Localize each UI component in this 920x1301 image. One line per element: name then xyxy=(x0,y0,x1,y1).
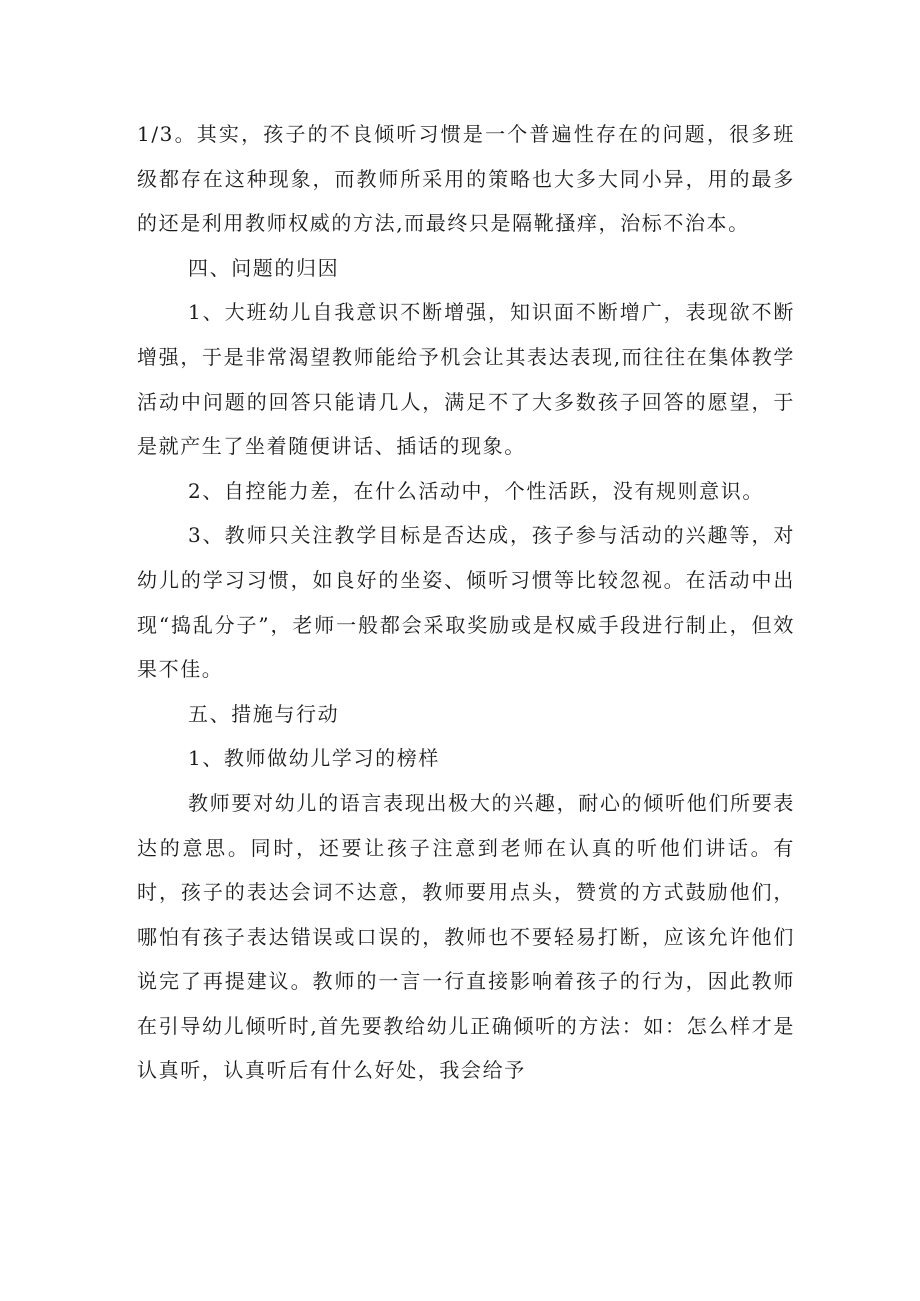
body-paragraph: 3、教师只关注教学目标是否达成，孩子参与活动的兴趣等，对幼儿的学习习惯，如良好的坐姿、倾听习惯等比较忽视。在活动中出现“捣乱分子”，老师一般都会采取奖励或是权威手段进行制止，但效果不佳。 xyxy=(137,523,795,682)
document-body xyxy=(137,112,795,1093)
body-paragraph: 1/3。其实，孩子的不良倾听习惯是一个普遍性存在的问题，很多班级都存在这种现象，而教师所采用的策略也大多大同小异，用的最多的还是利用教师权威的方法,而最终只是隔靴搔痒，治标不治本。 xyxy=(137,122,795,236)
body-paragraph: 1、大班幼儿自我意识不断增强，知识面不断增广，表现欲不断增强，于是非常渴望教师能给予机会让其表达表现,而往往在集体教学活动中问题的回答只能请几人，满足不了大多数孩子回答的愿望，于是就产生了坐着随便讲话、插话的现象。 xyxy=(137,300,795,459)
section-heading: 五、措施与行动 xyxy=(188,701,340,726)
section-heading: 四、问题的归因 xyxy=(188,255,340,280)
subsection-heading: 1、教师做幼儿学习的榜样 xyxy=(188,746,440,771)
body-paragraph: 教师要对幼儿的语言表现出极大的兴趣，耐心的倾听他们所要表达的意思。同时，还要让孩子注意到老师在认真的听他们讲话。有时，孩子的表达会词不达意，教师要用点头，赞赏的方式鼓励他们，哪怕有孩子表达错误或口误的，教师也不要轻易打断，应该允许他们说完了再提建议。教师的一言一行直接影响着孩子的行为，因此教师在引导幼儿倾听时,首先要教给幼儿正确倾听的方法：如：怎么样才是认真听，认真听后有什么好处，我会给予 xyxy=(137,790,795,1083)
body-paragraph: 2、自控能力差，在什么活动中，个性活跃，没有规则意识。 xyxy=(188,478,764,503)
